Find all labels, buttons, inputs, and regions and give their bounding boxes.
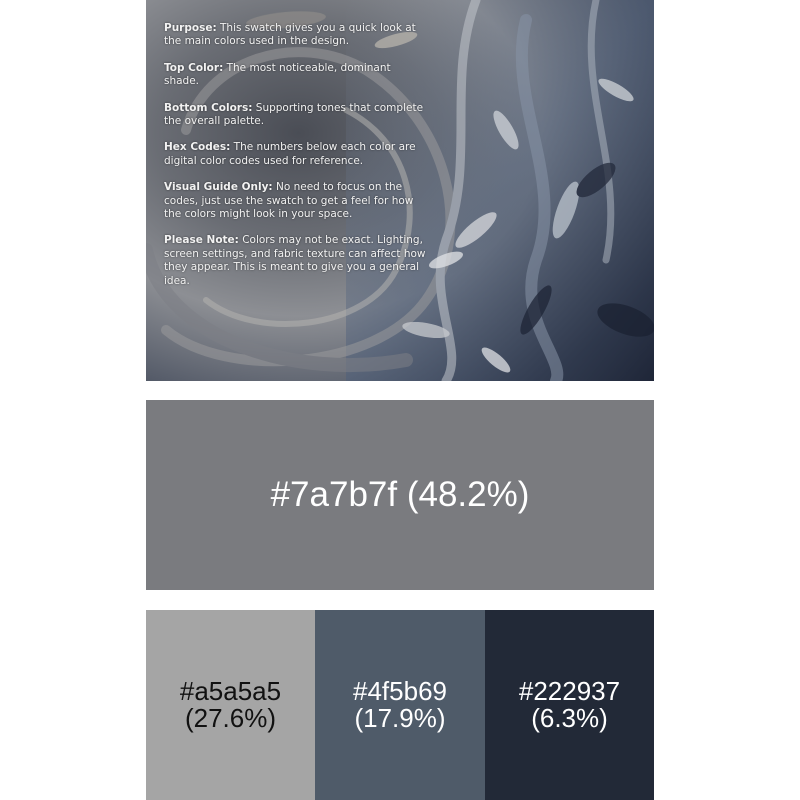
swatch-percentage: (6.3%) [531, 703, 608, 733]
secondary-color-swatch-3 [485, 610, 654, 800]
note-text: This swatch gives you a quick look at the main colors used in the design. [164, 22, 416, 48]
note-text: Supporting tones that complete the overall palette. [164, 101, 424, 128]
note-hex-codes [164, 141, 426, 168]
swatch-hex-code: #4f5b69 [353, 676, 447, 706]
note-text: The numbers below each color are digital color codes used for reference. [164, 141, 416, 167]
note-title: Top Color: [164, 61, 224, 74]
secondary-color-swatch-2 [315, 610, 485, 800]
swatch-notes [164, 22, 426, 301]
secondary-color-swatch-1 [146, 610, 315, 800]
note-title: Please Note: [164, 234, 239, 247]
note-title: Bottom Colors: [164, 101, 253, 114]
artwork-preview [146, 0, 654, 381]
swatch-percentage: (17.9%) [354, 703, 446, 733]
swatch-hex-code: #a5a5a5 [179, 676, 282, 706]
note-text: Colors may not be exact. Lighting, screen settings, and fabric texture can affect how they appear. This is meant to give you a general idea. [164, 234, 426, 287]
note-top-color [164, 62, 426, 89]
dominant-color-swatch [146, 400, 654, 590]
swatch-hex-code: #222937 [518, 676, 621, 706]
note-please-note [164, 234, 426, 288]
note-purpose [164, 22, 426, 49]
note-title: Visual Guide Only: [164, 181, 273, 194]
note-visual-guide [164, 181, 426, 221]
note-bottom-colors [164, 102, 426, 129]
note-text: The most noticeable, dominant shade. [164, 61, 391, 88]
swatch-percentage: (27.6%) [184, 703, 277, 733]
note-text: No need to focus on the codes, just use the swatch to get a feel for how the colors might look in your space. [164, 181, 414, 221]
note-title: Hex Codes: [164, 141, 231, 154]
note-title: Purpose: [164, 22, 217, 34]
dominant-color-label: #7a7b7f (48.2%) [270, 475, 530, 514]
